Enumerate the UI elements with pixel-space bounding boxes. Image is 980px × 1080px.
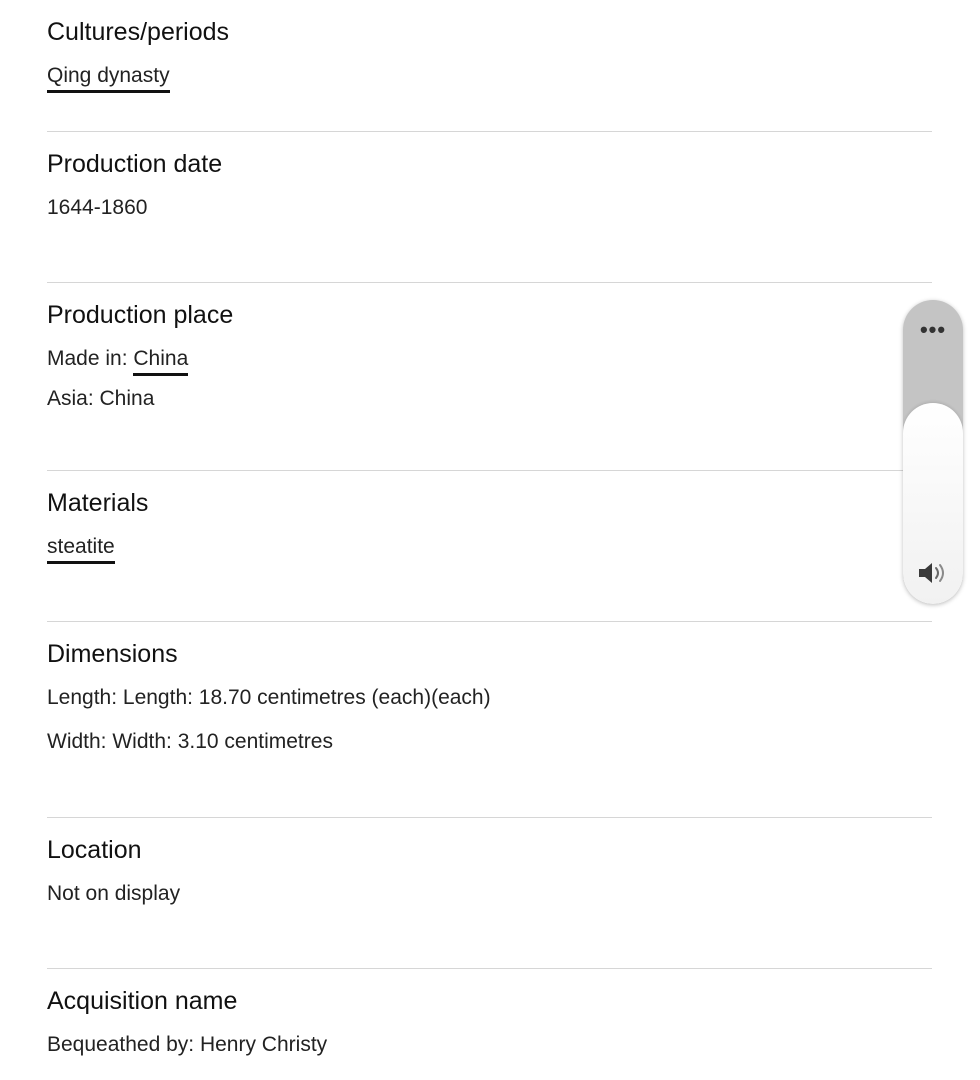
production-place-section bbox=[47, 283, 932, 471]
dimensions-section bbox=[47, 622, 932, 818]
volume-level-fill[interactable] bbox=[903, 403, 963, 604]
location-value: Not on display bbox=[47, 882, 181, 905]
section-title: Location bbox=[47, 836, 142, 864]
section-title: Production date bbox=[47, 150, 223, 178]
materials-section bbox=[47, 471, 932, 622]
cultures-periods-section bbox=[47, 0, 932, 132]
acquisition-value: Bequeathed by: Henry Christy bbox=[47, 1033, 328, 1056]
cultures-value-row bbox=[47, 63, 932, 93]
china-link[interactable]: China bbox=[133, 347, 188, 376]
section-title: Dimensions bbox=[47, 640, 178, 668]
object-details bbox=[47, 0, 932, 1079]
width-value: Width: Width: 3.10 centimetres bbox=[47, 730, 333, 753]
speaker-volume-icon bbox=[917, 560, 951, 586]
qing-dynasty-link[interactable]: Qing dynasty bbox=[47, 64, 170, 93]
volume-slider[interactable] bbox=[903, 300, 963, 604]
section-title: Cultures/periods bbox=[47, 18, 230, 46]
production-date-section bbox=[47, 132, 932, 283]
made-in-label: Made in: bbox=[47, 347, 134, 370]
made-in-row bbox=[47, 346, 932, 376]
steatite-link[interactable]: steatite bbox=[47, 535, 115, 564]
section-title: Production place bbox=[47, 301, 234, 329]
location-section bbox=[47, 818, 932, 969]
materials-value-row bbox=[47, 534, 932, 564]
length-value: Length: Length: 18.70 centimetres (each)(each) bbox=[47, 686, 491, 709]
acquisition-name-section bbox=[47, 969, 932, 1079]
asia-china-value: Asia: China bbox=[47, 387, 155, 410]
production-date-value: 1644-1860 bbox=[47, 196, 148, 219]
section-title: Acquisition name bbox=[47, 987, 238, 1015]
section-title: Materials bbox=[47, 489, 149, 517]
more-horizontal-icon[interactable]: ••• bbox=[919, 317, 947, 342]
